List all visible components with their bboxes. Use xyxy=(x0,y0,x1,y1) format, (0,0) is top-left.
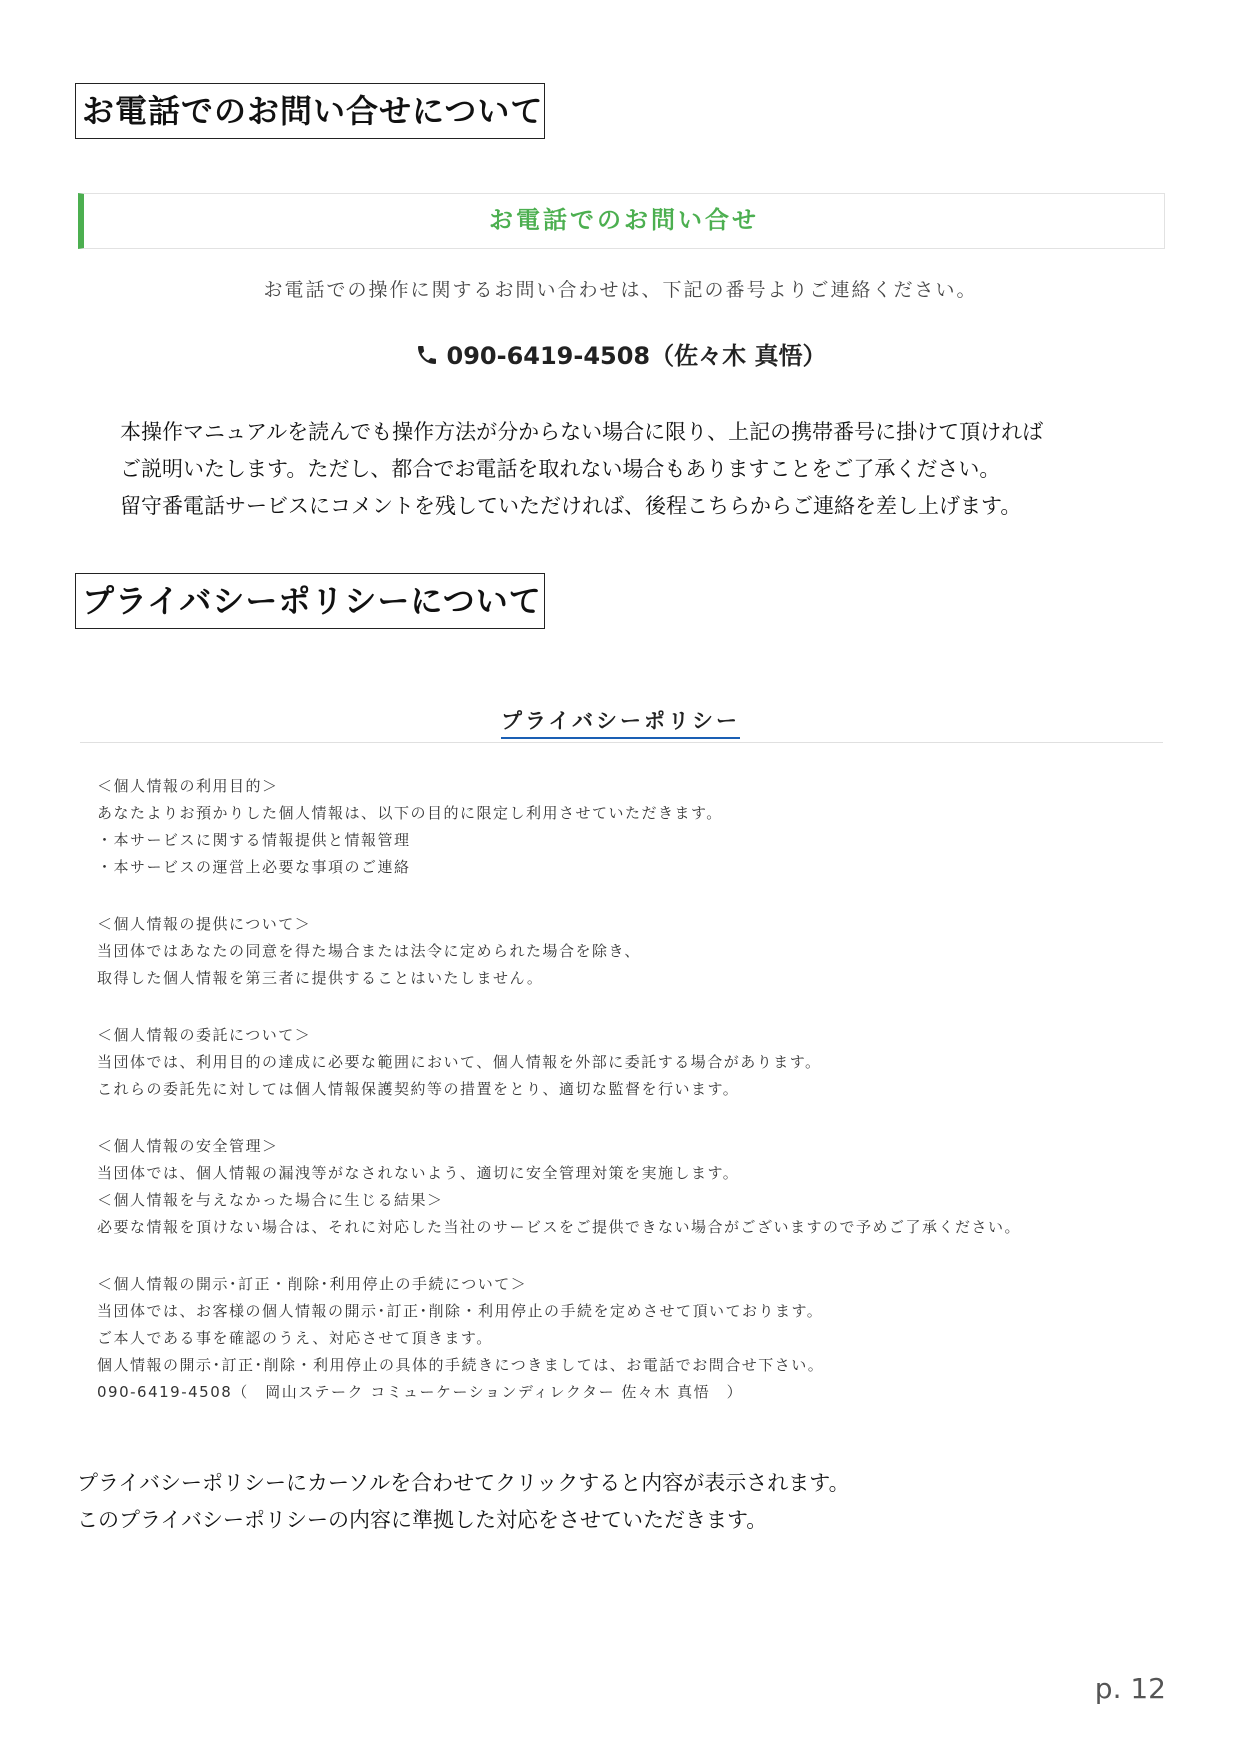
policy-line: ＜個人情報の委託について＞ xyxy=(97,1026,312,1044)
policy-line: 個人情報の開示･訂正･削除・利用停止の具体的手続きにつきましては、お電話でお問合せ下さい。 xyxy=(97,1356,825,1374)
policy-line: 取得した個人情報を第三者に提供することはいたしません。 xyxy=(97,969,544,987)
policy-line: 当団体では、個人情報の漏洩等がなされないよう、適切に安全管理対策を実施します。 xyxy=(97,1164,740,1182)
footer-note xyxy=(77,1465,1177,1539)
policy-section-purpose xyxy=(97,773,1197,881)
phone-body-line: 留守番電話サービスにコメントを残していただければ、後程こちらからご連絡を差し上げます。 xyxy=(120,494,1022,518)
policy-line: ＜個人情報の利用目的＞ xyxy=(97,777,279,795)
page-number: p. 12 xyxy=(1094,1672,1166,1705)
policy-section-outsourcing xyxy=(97,1022,1197,1103)
divider xyxy=(80,742,1163,743)
phone-section-title: お電話でのお問い合せについて xyxy=(75,83,545,139)
policy-line: ＜個人情報の提供について＞ xyxy=(97,915,312,933)
policy-line: ・本サービスの運営上必要な事項のご連絡 xyxy=(97,858,411,876)
policy-line: これらの委託先に対しては個人情報保護契約等の措置をとり、適切な監督を行います。 xyxy=(97,1080,740,1098)
policy-line: 090-6419-4508（ 岡山ステーク コミューケーションディレクター 佐々木 真悟 ） xyxy=(97,1383,744,1401)
phone-intro-text: お電話での操作に関するお問い合わせは、下記の番号よりご連絡ください。 xyxy=(263,279,978,301)
policy-line: 必要な情報を頂けない場合は、それに対応した当社のサービスをご提供できない場合がございますので予めご了承ください。 xyxy=(97,1218,1022,1236)
policy-line: 当団体では、お客様の個人情報の開示･訂正･削除・利用停止の手続を定めさせて頂いております。 xyxy=(97,1302,824,1320)
phone-icon xyxy=(415,342,447,370)
phone-body-line: 本操作マニュアルを読んでも操作方法が分からない場合に限り、上記の携帯番号に掛けて頂ければ xyxy=(120,420,1044,444)
policy-line: ・本サービスに関する情報提供と情報管理 xyxy=(97,831,411,849)
policy-line: ご本人である事を確認のうえ、対応させて頂きます。 xyxy=(97,1329,493,1347)
privacy-policy-heading[interactable] xyxy=(0,705,1241,735)
privacy-section-title: プライバシーポリシーについて xyxy=(75,573,545,629)
phone-number-line xyxy=(0,336,1241,371)
footer-note-line: このプライバシーポリシーの内容に準拠した対応をさせていただきます。 xyxy=(77,1508,768,1532)
phone-body-line: ご説明いたします。ただし、都合でお電話を取れない場合もありますことをご了承ください。 xyxy=(120,457,1001,481)
policy-line: ＜個人情報の安全管理＞ xyxy=(97,1137,279,1155)
policy-section-disclosure xyxy=(97,1271,1197,1406)
policy-line: あなたよりお預かりした個人情報は、以下の目的に限定し利用させていただきます。 xyxy=(97,804,723,822)
privacy-policy-content xyxy=(97,773,1197,1436)
policy-line: 当団体では、利用目的の達成に必要な範囲において、個人情報を外部に委託する場合があります。 xyxy=(97,1053,822,1071)
policy-section-security xyxy=(97,1133,1197,1241)
policy-line: ＜個人情報を与えなかった場合に生じる結果＞ xyxy=(97,1191,444,1209)
policy-section-provision xyxy=(97,911,1197,992)
footer-note-line: プライバシーポリシーにカーソルを合わせてクリックすると内容が表示されます。 xyxy=(77,1471,850,1495)
phone-body-text xyxy=(120,414,1140,525)
phone-contact-banner: お電話でのお問い合せ xyxy=(78,193,1165,249)
policy-line: ＜個人情報の開示･訂正・削除･利用停止の手続について＞ xyxy=(97,1275,528,1293)
policy-line: 当団体ではあなたの同意を得た場合または法令に定められた場合を除き、 xyxy=(97,942,641,960)
privacy-policy-link[interactable]: プライバシーポリシー xyxy=(501,709,740,739)
phone-number: 090-6419-4508（佐々木 真悟） xyxy=(446,342,827,370)
